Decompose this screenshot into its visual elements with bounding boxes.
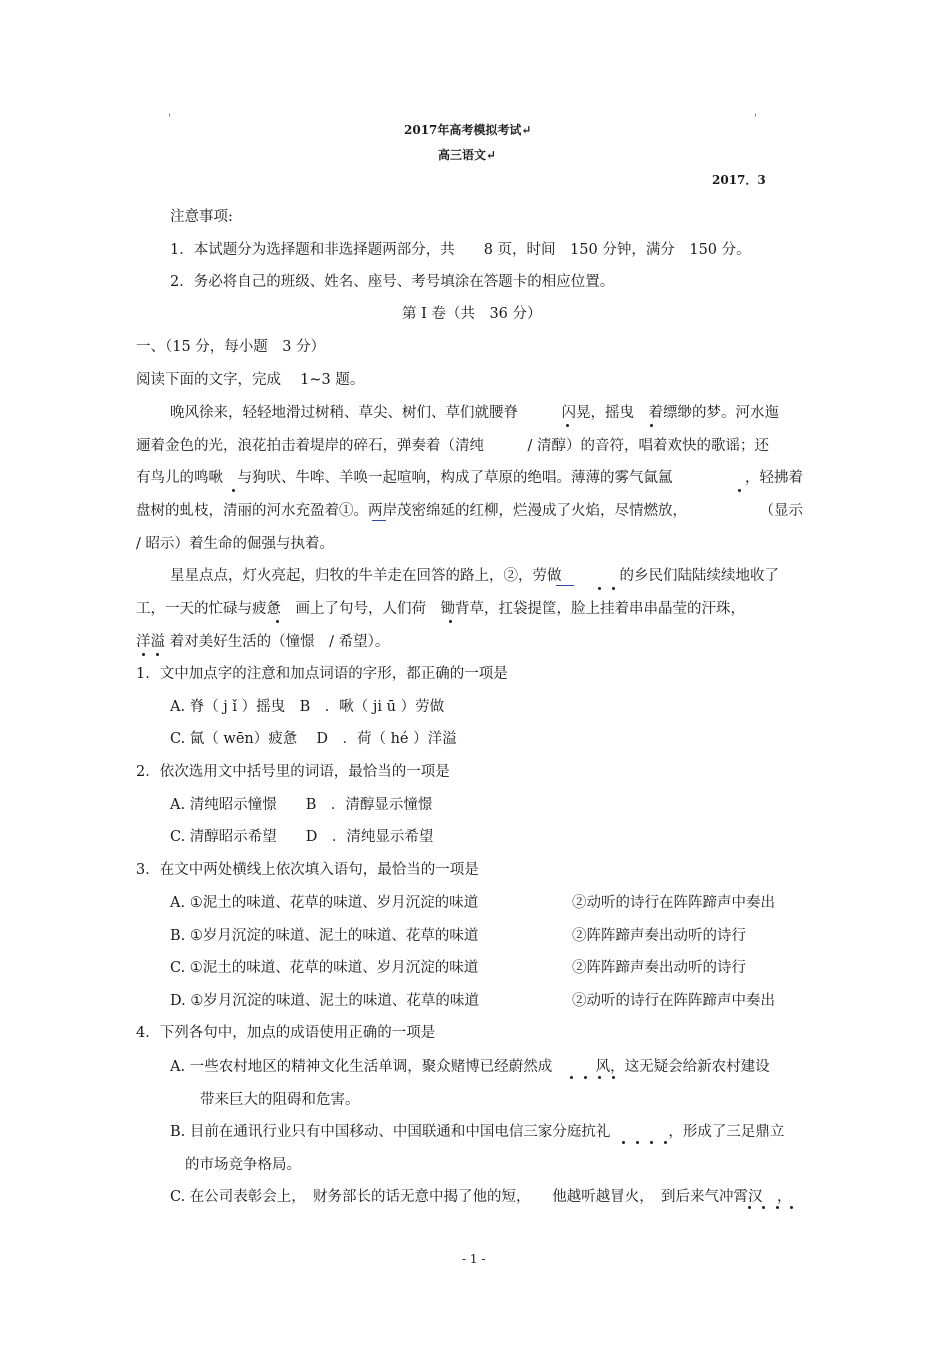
corner-mark-left: '	[168, 113, 171, 124]
question-3-option-d-part2: ②动听的诗行在阵阵蹄声中奏出	[572, 993, 775, 1009]
question-4-option-c-line1: C. 在公司表彰会上， 财务部长的话无意中揭了他的短， 他越听越冒火， 到后来气冲霄汉 ，	[170, 1189, 792, 1205]
emphasis-dot	[142, 653, 145, 656]
emphasis-dot	[762, 1206, 765, 1209]
question-1-options-cd: C. 氤（ wēn）疲惫 D ．荷（ hé ）洋溢	[170, 731, 457, 747]
question-3-option-a-part1: A. ①泥土的味道、花草的味道、岁月沉淀的味道	[170, 895, 479, 911]
emphasis-dot	[156, 653, 159, 656]
emphasis-dot	[738, 489, 741, 492]
passage-line: 星星点点，灯火亮起，归牧的牛羊走在回答的路上，②，劳做 的乡民们陆陆续续地收了	[170, 568, 779, 584]
question-3-option-c-part2: ②阵阵蹄声奏出动听的诗行	[572, 960, 746, 976]
underline-mark	[556, 585, 574, 586]
passage-line: 工，一天的忙碌与疲惫 画上了句号，人们荷 锄背草，扛袋提筐，脸上挂着串串晶莹的汗珠，	[136, 601, 745, 617]
question-3: 3．在文中两处横线上依次填入语句，最恰当的一项是	[136, 862, 479, 878]
question-2-options-cd: C. 清醇昭示希望 D ．清纯显示希望	[170, 829, 434, 845]
passage-line: 逦着金色的光，浪花拍击着堤岸的碎石，弹奏着（清纯 / 清醇）的音符，唱着欢快的歌谣；还	[136, 438, 769, 454]
passage-line: 晚风徐来，轻轻地滑过树稍、草尖、树们、草们就腰脊 闪晃，摇曳 着缥缈的梦。河水迤	[170, 405, 779, 421]
passage-line: 有鸟儿的鸣啾 与狗吠、牛哞、羊唤一起喧响，构成了草原的绝唱。薄薄的雾气氤氲 ，轻拂着	[136, 470, 803, 486]
exam-title: 2017年高考模拟考试↵	[404, 123, 532, 137]
question-3-option-d-part1: D. ①岁月沉淀的味道、泥土的味道、花草的味道	[170, 993, 479, 1009]
passage-line: / 昭示）着生命的倔强与执着。	[136, 536, 334, 552]
emphasis-dot	[598, 1076, 601, 1079]
question-3-option-a-part2: ②动听的诗行在阵阵蹄声中奏出	[572, 895, 775, 911]
page-number: - 1 -	[462, 1252, 486, 1266]
question-1-options-ab: A. 脊（ j ǐ ）摇曳 B ．啾（ ji ū ）劳做	[170, 699, 445, 715]
underline-mark	[372, 520, 386, 521]
question-4-option-a-line1: A. 一些农村地区的精神文化生活单调，聚众赌博已经蔚然成 风，这无疑会给新农村建设	[170, 1059, 770, 1075]
exam-subject: 高三语文↵	[438, 148, 497, 162]
section-instruction: 阅读下面的文字，完成 1~3 题。	[136, 372, 365, 388]
emphasis-dot	[790, 1206, 793, 1209]
question-4-option-b-line2: 的市场竞争格局。	[185, 1157, 301, 1173]
question-3-option-b-part1: B. ①岁月沉淀的味道、泥土的味道、花草的味道	[170, 928, 479, 944]
section-heading: 一、（15 分，每小题 3 分）	[136, 339, 326, 355]
emphasis-dot	[636, 1141, 639, 1144]
emphasis-dot	[622, 1141, 625, 1144]
emphasis-dot	[650, 424, 653, 427]
volume-heading: 第 I 卷（共 36 分）	[402, 306, 542, 322]
question-4-option-a-line2: 带来巨大的阻碍和危害。	[200, 1092, 360, 1108]
emphasis-dot	[650, 1141, 653, 1144]
question-3-option-c-part1: C. ①泥土的味道、花草的味道、岁月沉淀的味道	[170, 960, 479, 976]
notes-heading: 注意事项:	[170, 209, 233, 225]
emphasis-dot	[570, 1076, 573, 1079]
emphasis-dot	[584, 1076, 587, 1079]
emphasis-dot	[598, 587, 601, 590]
emphasis-dot	[664, 1141, 667, 1144]
emphasis-dot	[612, 587, 615, 590]
emphasis-dot	[748, 1206, 751, 1209]
emphasis-dot	[232, 489, 235, 492]
emphasis-dot	[566, 424, 569, 427]
question-4: 4．下列各句中，加点的成语使用正确的一项是	[136, 1025, 436, 1041]
question-3-option-b-part2: ②阵阵蹄声奏出动听的诗行	[572, 928, 746, 944]
notes-item-1: 1．本试题分为选择题和非选择题两部分，共 8 页，时间 150 分钟，满分 150 分。	[170, 242, 751, 258]
exam-date: 2017．3	[712, 173, 766, 187]
passage-line: 洋溢 着对美好生活的（憧憬 / 希望）。	[136, 634, 390, 650]
question-2: 2．依次选用文中括号里的词语，最恰当的一项是	[136, 764, 450, 780]
emphasis-dot	[776, 1206, 779, 1209]
question-4-option-b-line1: B. 目前在通讯行业只有中国移动、中国联通和中国电信三家分庭抗礼 ，形成了三足鼎立	[170, 1124, 785, 1140]
emphasis-dot	[449, 620, 452, 623]
emphasis-dot	[612, 1076, 615, 1079]
notes-item-2: 2．务必将自己的班级、姓名、座号、考号填涂在答题卡的相应位置。	[170, 274, 615, 290]
emphasis-dot	[276, 620, 279, 623]
corner-mark-right: '	[754, 113, 757, 124]
question-1: 1．文中加点字的注意和加点词语的字形，都正确的一项是	[136, 666, 508, 682]
passage-line: 盘树的虬枝，清丽的河水充盈着①。两岸茂密绵延的红柳，烂漫成了火焰，尽情燃放， （显示	[136, 503, 803, 519]
question-2-options-ab: A. 清纯昭示憧憬 B ．清醇显示憧憬	[170, 797, 433, 813]
